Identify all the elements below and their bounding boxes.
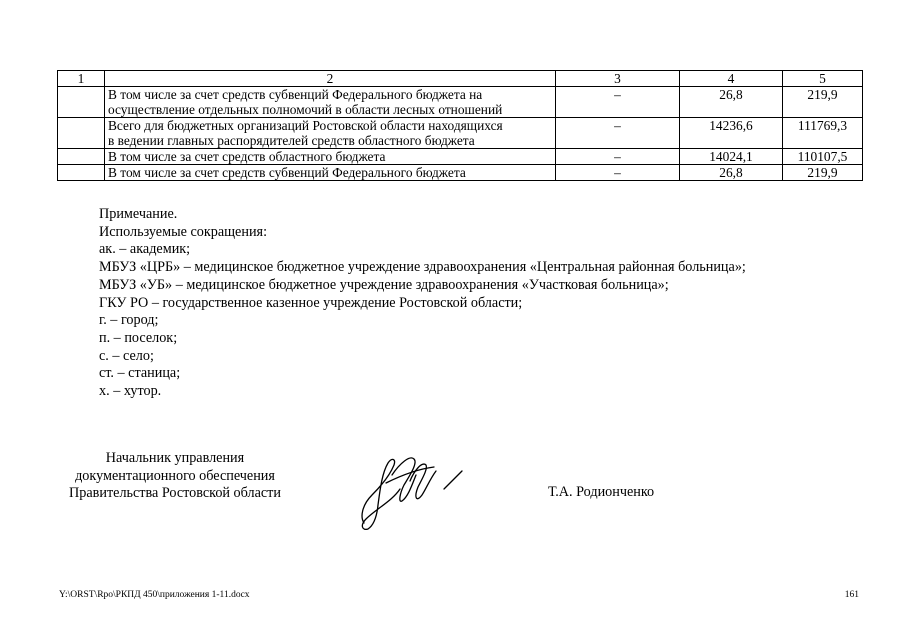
abbreviation-item: МБУЗ «УБ» – медицинское бюджетное учреждение здравоохранения «Участковая больница»; [99,276,669,293]
abbreviation-item: ГКУ РО – государственное казенное учреждение Ростовской области; [99,294,523,311]
abbreviation-item: п. – поселок; [99,329,178,346]
abbreviation-item: ак. – академик; [99,241,191,258]
header-col-2: 2 [105,71,556,87]
row-number-cell [58,165,105,181]
table-row [58,87,863,118]
row-col3-cell: – [556,118,680,149]
row-col4-cell: 14024,1 [680,149,783,165]
signatory-name: Т.А. Родионченко [548,484,655,500]
row-number-cell [58,118,105,149]
row-col4-cell: 26,8 [680,87,783,118]
footer-page-number: 161 [844,590,859,600]
row-col3-cell: – [556,165,680,181]
abbreviation-item: х. – хутор. [99,383,162,400]
abbreviations-heading: Используемые сокращения: [99,223,268,240]
position-line: Начальник управления [105,450,245,466]
table-row [58,118,863,149]
row-col5-cell: 219,9 [783,87,863,118]
table-row [58,149,863,165]
header-col-5: 5 [783,71,863,87]
row-number-cell [58,149,105,165]
table-header-row [58,71,863,87]
row-description-line: Всего для бюджетных организаций Ростовской области находящихся [108,118,503,133]
abbreviation-item: г. – город; [99,312,159,329]
header-col-1: 1 [58,71,105,87]
row-col5-cell: 110107,5 [783,149,863,165]
signatory-position [57,450,293,503]
row-description-line: осуществление отдельных полномочий в области лесных отношений [108,102,503,117]
footer-file-path: Y:\ORST\Rpo\РКПД 450\приложения 1-11.docx [59,590,250,600]
row-description-line: В том числе за счет средств субвенций Федерального бюджета на [108,87,483,102]
table-row [58,165,863,181]
row-description-cell [105,118,556,149]
row-col5-cell: 111769,3 [783,118,863,149]
row-col4-cell: 14236,6 [680,118,783,149]
budget-table [57,70,863,181]
row-description-cell: В том числе за счет средств областного бюджета [105,149,556,165]
row-col4-cell: 26,8 [680,165,783,181]
header-col-4: 4 [680,71,783,87]
row-description-line: в ведении главных распорядителей средств областного бюджета [108,133,475,148]
row-col3-cell: – [556,87,680,118]
abbreviation-item: с. – село; [99,347,154,364]
handwritten-signature [352,445,472,535]
notes-heading: Примечание. [99,206,178,222]
abbreviation-item: ст. – станица; [99,365,181,382]
row-col5-cell: 219,9 [783,165,863,181]
row-col3-cell: – [556,149,680,165]
row-number-cell [58,87,105,118]
row-description-cell: В том числе за счет средств субвенций Федерального бюджета [105,165,556,181]
notes-section [99,206,746,401]
header-col-3: 3 [556,71,680,87]
row-description-cell [105,87,556,118]
position-line: Правительства Ростовской области [69,485,281,501]
position-line: документационного обеспечения [75,467,275,484]
abbreviation-item: МБУЗ «ЦРБ» – медицинское бюджетное учреждение здравоохранения «Центральная районная больница»; [99,259,746,276]
